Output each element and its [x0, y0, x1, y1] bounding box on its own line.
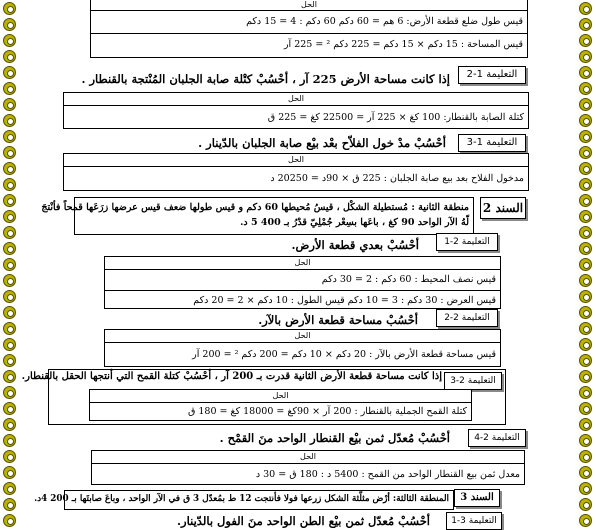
border-ornament: [3, 338, 16, 351]
border-ornament: [579, 18, 592, 31]
border-ornament: [3, 386, 16, 399]
border-ornament: [579, 114, 592, 127]
border-ornament: [579, 226, 592, 239]
tag-instruction-2-1: التعليمة 2-1: [436, 233, 498, 251]
border-ornament: [3, 34, 16, 47]
border-ornament: [579, 338, 592, 351]
border-ornament: [3, 226, 16, 239]
tag-instruction-2-3: التعليمة 2-3: [444, 372, 502, 390]
border-ornament: [3, 274, 16, 287]
border-ornament: [3, 130, 16, 143]
border-ornament: [579, 306, 592, 319]
solution-row: قيس العرض : 30 دكم : 3 = 10 دكم قيس الطول : 10 دكم × 2 = 20 دكم: [193, 295, 496, 306]
document-2-tag: السند 2: [480, 197, 526, 219]
border-ornament: [3, 194, 16, 207]
border-ornament: [3, 418, 16, 431]
solution-row: معدل ثمن بيع القنطار الواحد من القمح : 5400 د : 180 ق = 30 د: [255, 469, 520, 480]
solution-box-2-3: [89, 389, 472, 421]
tag-instruction-1-3: التعليمة 1-3: [458, 134, 526, 152]
instruction-3-1-text: أحْسُبْ مُعدّل ثمن بيْع الطن الواحد منَ الفول بالدّينار.: [177, 514, 430, 528]
solution-header: الحل: [105, 330, 500, 343]
border-ornament: [579, 274, 592, 287]
document-3-tag: السند 3: [454, 489, 500, 507]
tag-instruction-1-2: التعليمة 1-2: [458, 66, 526, 84]
instruction-2-1-text: أحْسُبْ بعدي قطعة الأرض.: [291, 238, 419, 252]
border-ornament: [3, 50, 16, 63]
border-ornament: [579, 434, 592, 447]
border-ornament: [579, 402, 592, 415]
border-ornament: [579, 498, 592, 511]
border-ornament: [3, 210, 16, 223]
border-ornament: [579, 386, 592, 399]
border-ornament: [3, 162, 16, 175]
instruction-2-2-text: أحْسُبْ مساحة قطعة الأرض بالآر.: [258, 313, 418, 327]
border-ornament: [579, 50, 592, 63]
border-ornament: [579, 258, 592, 271]
border-ornament: [579, 482, 592, 495]
border-ornament: [579, 34, 592, 47]
border-ornament: [3, 242, 16, 255]
border-ornament: [579, 290, 592, 303]
border-ornament: [3, 114, 16, 127]
border-ornament: [579, 178, 592, 191]
border-ornament: [579, 2, 592, 15]
document-2-line-2: لّهُ الآر الواحد 90 كغ ، باعَها بسِعْر جُمْلِيّ قدْرُ بـ 400 5 د.: [240, 217, 469, 228]
top-solution-box: [90, 0, 528, 58]
border-ornament: [3, 498, 16, 511]
document-3-box: [34, 490, 454, 510]
solution-row: قيس طول ضلع قطعة الأرض: 6 هم = 60 دكم 60 دكم : 4 = 15 دكم: [91, 11, 527, 34]
border-ornament: [3, 178, 16, 191]
instruction-1-2-text: إذا كانت مساحة الأرض 225 آر ، أحْسُبْ كتْلة صابة الجلبان المُنْتجة بالقنطار .: [81, 72, 450, 86]
solution-row: كتلة القمح الجملية بالقنطار : 200 آر × 90كغ = 18000 كغ = 180 ق: [188, 406, 467, 417]
solution-header: الحل: [64, 93, 528, 106]
tag-instruction-2-4: التعليمة 2-4: [468, 429, 526, 447]
border-ornament: [579, 82, 592, 95]
border-ornament: [3, 146, 16, 159]
border-ornament: [579, 322, 592, 335]
border-ornament: [3, 290, 16, 303]
border-ornament: [579, 210, 592, 223]
document-3-line: المنطقة الثالثة: أرْض مثلّثة الشكل زرعها فولا فأنتجت 12 ط بمُعدّل 3 ق في الآر الواحد ، وباعَ صابتَها بـ 200 4د.: [34, 494, 449, 504]
border-ornament: [3, 258, 16, 271]
border-ornament: [3, 306, 16, 319]
border-ornament: [579, 242, 592, 255]
page-border-left: [2, 0, 18, 525]
solution-row: قيس نصف المحيط : 60 دكم : 2 = 30 دكم: [105, 270, 500, 291]
border-ornament: [579, 418, 592, 431]
border-ornament: [579, 98, 592, 111]
border-ornament: [579, 354, 592, 367]
solution-box-2-1: [104, 256, 501, 309]
border-ornament: [3, 482, 16, 495]
document-2-line-1: منطقة الثانية : مُستطيلة الشكْل ، قيسُ مُحيطها 60 دكم و قيس طولها ضعف قيس عرضها زرَعَها قمحاً فأنْتجَ: [41, 202, 469, 213]
border-ornament: [3, 18, 16, 31]
border-ornament: [3, 98, 16, 111]
solution-box-2-2: [104, 329, 501, 367]
border-ornament: [579, 146, 592, 159]
tag-instruction-2-2: التعليمة 2-2: [436, 309, 498, 327]
solution-header: الحل: [64, 154, 528, 167]
border-ornament: [3, 402, 16, 415]
border-ornament: [579, 514, 592, 527]
border-ornament: [3, 450, 16, 463]
page-border-right: [578, 0, 594, 525]
solution-row: قيس المساحة : 15 دكم × 15 دكم = 225 دكم ² = 225 آر: [283, 39, 523, 50]
instruction-2-4-text: أحْسُبْ مُعدّل ثمن بيْع القنطار الواحد منَ القمْح .: [219, 431, 450, 445]
border-ornament: [3, 354, 16, 367]
border-ornament: [3, 82, 16, 95]
instruction-2-3-text: إذا كانت مساحة قطعة الأرض الثانية قدرت بـ 200 آر ، أحْسُبْ كتلة القمح التي أنتجها الحقل بالقنطار.: [21, 371, 442, 382]
border-ornament: [3, 514, 16, 527]
border-ornament: [3, 434, 16, 447]
border-ornament: [3, 2, 16, 15]
border-ornament: [579, 194, 592, 207]
border-ornament: [3, 466, 16, 479]
solution-header: الحل: [105, 257, 500, 270]
border-ornament: [579, 370, 592, 383]
solution-box-2-4: [91, 450, 525, 485]
instruction-1-3-text: أحْسُبْ مدْ خول الفلاّح بعْد بيْع صابة الجلبان بالدّينار .: [198, 136, 446, 150]
document-2-box: [41, 197, 474, 235]
tag-instruction-3-1: التعليمة 3-1: [446, 512, 502, 530]
border-ornament: [579, 66, 592, 79]
solution-header: الحل: [92, 451, 524, 464]
solution-row: قيس مساحة قطعة الأرض بالآر : 20 دكم × 10 دكم = 200 دكم ² = 200 آر: [192, 349, 496, 360]
solution-header: الحل: [90, 390, 471, 403]
border-ornament: [3, 322, 16, 335]
border-ornament: [3, 66, 16, 79]
border-ornament: [579, 450, 592, 463]
border-ornament: [3, 370, 16, 383]
border-ornament: [579, 466, 592, 479]
solution-box-1-3: [63, 153, 529, 191]
solution-row: كتلة الصابة بالقنطار: 100 كغ × 225 آر = 22500 كغ = 225 ق: [267, 112, 524, 123]
border-ornament: [579, 162, 592, 175]
solution-row: مدخول الفلاح بعد بيع صابة الجلبان : 225 ق × 90د = 20250 د: [270, 173, 524, 184]
border-ornament: [579, 130, 592, 143]
solution-box-1-2: [63, 92, 529, 129]
solution-header: الحل: [91, 0, 527, 11]
